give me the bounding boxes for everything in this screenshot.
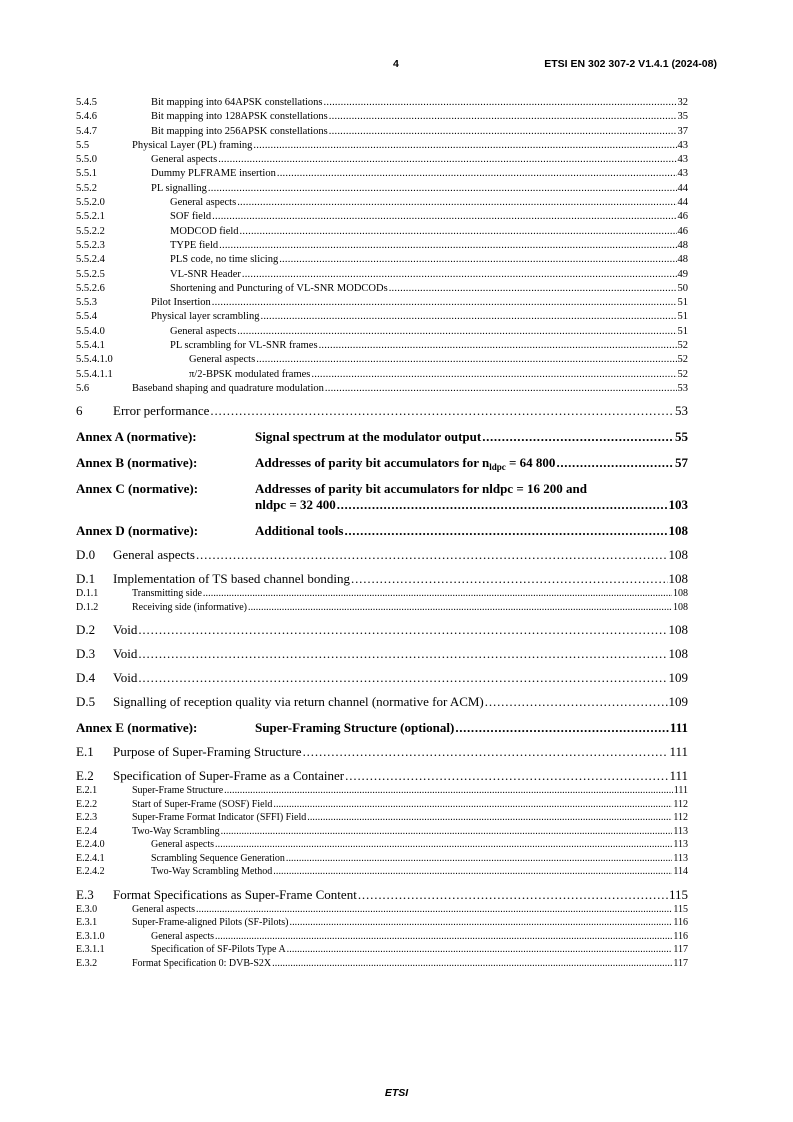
toc-page: 50 <box>677 282 688 294</box>
toc-title: Pilot Insertion <box>151 297 211 309</box>
toc-number: 5.5.2.0 <box>76 197 105 209</box>
toc-number: 5.5.2 <box>76 182 97 194</box>
toc-title: Signalling of reception quality via return channel (normative for ACM) <box>113 694 484 710</box>
toc-title: Bit mapping into 256APSK constellations <box>151 125 328 137</box>
toc-title: Super-Frame-aligned Pilots (SF-Pilots) <box>132 917 289 929</box>
toc-section-e2 <box>76 784 688 879</box>
toc-number: 5.5.2.5 <box>76 268 105 280</box>
toc-number: E.2.4.1 <box>76 852 105 864</box>
toc-number: 5.5.4.0 <box>76 325 105 337</box>
annex-label: Annex E (normative): <box>76 720 198 736</box>
toc-page: 51 <box>677 325 688 337</box>
toc-entry-d0[interactable] <box>76 547 688 563</box>
toc-page: 112 <box>673 812 688 824</box>
toc-page: 46 <box>677 211 688 223</box>
toc-title: General aspects <box>170 197 237 209</box>
toc-entry[interactable] <box>76 268 688 282</box>
toc-number: D.1 <box>76 571 96 587</box>
toc-page: 51 <box>677 297 688 309</box>
toc-page: 52 <box>677 368 688 380</box>
toc-number: E.2.4 <box>76 825 98 837</box>
toc-title: General aspects <box>151 154 218 166</box>
toc-number: 5.5.2.4 <box>76 254 105 266</box>
toc-title: Baseband shaping and quadrature modulation <box>132 382 324 394</box>
toc-title: PL scrambling for VL-SNR frames <box>170 340 318 352</box>
toc-title: Purpose of Super-Framing Structure <box>113 744 302 760</box>
toc-entry-annex-d[interactable] <box>76 523 688 539</box>
toc-entry[interactable] <box>76 110 688 124</box>
toc-entry[interactable] <box>76 139 688 153</box>
toc-entry[interactable] <box>76 943 688 957</box>
toc-entry-e1[interactable] <box>76 744 688 760</box>
toc-title: Void <box>113 622 138 638</box>
toc-entry[interactable] <box>76 838 688 852</box>
toc-title: Start of Super-Frame (SOSF) Field <box>132 798 273 810</box>
annex-title: Addresses of parity bit accumulators for $n_{ldpc} = 64$ 800 <box>255 455 556 473</box>
toc-entry[interactable] <box>76 957 688 971</box>
toc-page: 108 <box>673 601 688 613</box>
toc-page: 111 <box>673 785 688 797</box>
annex-page: 111 <box>669 720 688 736</box>
toc-number: 6 <box>76 403 83 419</box>
toc-entry[interactable] <box>76 225 688 239</box>
toc-entry-d4[interactable] <box>76 670 688 686</box>
toc-title: Scrambling Sequence Generation <box>151 852 285 864</box>
toc-number: E.2.4.2 <box>76 866 105 878</box>
toc-page: 117 <box>673 944 688 956</box>
toc-number: E.3.1.0 <box>76 930 105 942</box>
toc-title: Implementation of TS based channel bonding <box>113 571 350 587</box>
toc-page: 111 <box>669 768 688 784</box>
toc-entry-e3[interactable] <box>76 887 688 903</box>
toc-page: 109 <box>668 694 688 710</box>
toc-title: SOF field <box>170 211 212 223</box>
toc-page: 113 <box>673 825 688 837</box>
toc-title: PLS code, no time slicing <box>170 254 279 266</box>
toc-page: 116 <box>673 917 688 929</box>
toc-title: VL-SNR Header <box>170 268 241 280</box>
toc-page: 43 <box>677 154 688 166</box>
toc-title: TYPE field <box>170 239 219 251</box>
toc-page: 114 <box>673 866 688 878</box>
annex-title-line1: Addresses of parity bit accumulators for nldpc = 16 200 and <box>255 481 587 497</box>
toc-entry[interactable] <box>76 182 688 196</box>
table-of-contents <box>76 96 688 970</box>
toc-title: Transmitting side <box>132 588 202 600</box>
annex-title: Additional tools <box>255 523 344 539</box>
toc-number: E.2.4.0 <box>76 839 105 851</box>
toc-title: MODCOD field <box>170 225 239 237</box>
toc-title: General aspects <box>189 354 256 366</box>
toc-number: E.2.2 <box>76 798 98 810</box>
toc-page: 113 <box>673 852 688 864</box>
document-id: ETSI EN 302 307-2 V1.4.1 (2024-08) <box>544 58 717 70</box>
toc-page: 32 <box>677 97 688 108</box>
annex-title-line2: nldpc = 32 400 <box>255 497 336 513</box>
toc-number: E.3.0 <box>76 903 98 915</box>
toc-page: 48 <box>677 254 688 266</box>
toc-entry[interactable] <box>76 368 688 382</box>
toc-title: Specification of SF-Pilots Type A <box>151 944 286 956</box>
toc-page: 111 <box>669 744 688 760</box>
toc-entry[interactable] <box>76 930 688 944</box>
toc-number: D.0 <box>76 547 96 563</box>
toc-number: D.2 <box>76 622 96 638</box>
toc-number: 5.5.3 <box>76 297 97 309</box>
annex-label: Annex A (normative): <box>76 429 197 445</box>
toc-section-5 <box>76 96 688 396</box>
toc-number: 5.4.6 <box>76 111 97 123</box>
annex-page: 55 <box>675 429 688 445</box>
toc-number: D.1.1 <box>76 588 99 600</box>
toc-number: D.4 <box>76 670 96 686</box>
toc-number: 5.5.4.1 <box>76 340 105 352</box>
toc-page: 52 <box>677 340 688 352</box>
toc-entry[interactable] <box>76 825 688 839</box>
toc-number: E.2.3 <box>76 812 98 824</box>
toc-number: 5.5.4.1.0 <box>76 354 113 366</box>
toc-entry[interactable] <box>76 353 688 367</box>
toc-page: 44 <box>677 182 688 194</box>
toc-page: 46 <box>677 225 688 237</box>
annex-page: 103 <box>668 497 688 513</box>
toc-page: 43 <box>677 168 688 180</box>
toc-page: 109 <box>668 670 688 686</box>
toc-page: 44 <box>677 197 688 209</box>
toc-title: Format Specification 0: DVB-S2X <box>132 957 272 969</box>
toc-number: 5.4.5 <box>76 97 97 108</box>
toc-title: PL signalling <box>151 182 207 194</box>
toc-number: 5.6 <box>76 382 90 394</box>
toc-entry[interactable] <box>76 296 688 310</box>
toc-title: Two-Way Scrambling <box>132 825 220 837</box>
page-number: 4 <box>393 58 399 70</box>
toc-entry[interactable] <box>76 382 688 396</box>
toc-title: General aspects <box>113 547 195 563</box>
toc-entry[interactable] <box>76 210 688 224</box>
toc-number: E.3.2 <box>76 957 98 969</box>
toc-number: E.2 <box>76 768 94 784</box>
toc-title: Bit mapping into 128APSK constellations <box>151 111 328 123</box>
toc-entry-d3[interactable] <box>76 646 688 662</box>
toc-section-e3 <box>76 903 688 971</box>
toc-title: General aspects <box>170 325 237 337</box>
toc-entry-annex-a[interactable] <box>76 429 688 445</box>
toc-number: 5.5 <box>76 139 90 151</box>
toc-entry[interactable] <box>76 96 688 110</box>
toc-title: Receiving side (informative) <box>132 601 247 613</box>
toc-title: π/2-BPSK modulated frames <box>189 368 311 380</box>
toc-page: 52 <box>677 354 688 366</box>
toc-entry[interactable] <box>76 153 688 167</box>
toc-title: General aspects <box>132 903 196 915</box>
toc-page: 48 <box>677 239 688 251</box>
toc-page: 116 <box>673 930 688 942</box>
toc-entry[interactable] <box>76 239 688 253</box>
toc-number: E.3.1 <box>76 917 98 929</box>
toc-number: 5.5.2.1 <box>76 211 105 223</box>
toc-page: 115 <box>668 886 688 902</box>
toc-page: 37 <box>677 125 688 137</box>
toc-title: Void <box>113 646 138 662</box>
toc-page: 53 <box>677 382 688 394</box>
annex-title: Signal spectrum at the modulator output <box>255 429 482 445</box>
toc-entry[interactable] <box>76 916 688 930</box>
toc-title: General aspects <box>151 839 215 851</box>
toc-entry-annex-e[interactable] <box>76 720 688 736</box>
toc-number: D.5 <box>76 694 96 710</box>
toc-title: Error performance <box>113 403 210 419</box>
toc-title: General aspects <box>151 930 215 942</box>
annex-page: 108 <box>668 523 688 539</box>
toc-page: 53 <box>675 403 688 419</box>
toc-title: Void <box>113 670 138 686</box>
toc-entry[interactable] <box>76 903 688 917</box>
footer-etsi: ETSI <box>384 1087 409 1099</box>
toc-entry[interactable] <box>76 865 688 879</box>
toc-title: Dummy PLFRAME insertion <box>151 168 276 180</box>
toc-entry[interactable] <box>76 310 688 324</box>
toc-entry-d5[interactable] <box>76 694 688 710</box>
toc-number: 5.4.7 <box>76 125 97 137</box>
toc-entry[interactable] <box>76 852 688 866</box>
toc-title: Shortening and Puncturing of VL-SNR MODCODs <box>170 282 388 294</box>
toc-title: Bit mapping into 64APSK constellations <box>151 97 323 108</box>
toc-number: 5.5.0 <box>76 154 97 166</box>
toc-number: E.3.1.1 <box>76 944 105 956</box>
toc-number: 5.5.1 <box>76 168 97 180</box>
toc-entry-annex-c[interactable] <box>76 481 688 513</box>
toc-page: 49 <box>677 268 688 280</box>
toc-page: 113 <box>673 839 688 851</box>
toc-title: Format Specifications as Super-Frame Content <box>113 886 357 902</box>
toc-title: Super-Frame Format Indicator (SFFI) Field <box>132 812 307 824</box>
toc-number: E.3 <box>76 886 94 902</box>
toc-number: E.2.1 <box>76 785 98 797</box>
toc-entry[interactable] <box>76 196 688 210</box>
toc-entry-d12[interactable] <box>76 601 688 615</box>
toc-page: 43 <box>677 139 688 151</box>
toc-number: 5.5.2.2 <box>76 225 105 237</box>
toc-page: 108 <box>668 622 688 638</box>
toc-page: 108 <box>673 588 688 600</box>
annex-label: Annex D (normative): <box>76 523 199 539</box>
toc-entry[interactable] <box>76 125 688 139</box>
toc-number: 5.5.2.3 <box>76 239 105 251</box>
toc-entry-d11[interactable] <box>76 587 688 601</box>
toc-number: D.1.2 <box>76 601 99 613</box>
toc-entry[interactable] <box>76 784 688 798</box>
toc-entry[interactable] <box>76 325 688 339</box>
toc-page: 108 <box>668 547 688 563</box>
annex-page: 57 <box>675 455 688 471</box>
toc-page: 108 <box>668 646 688 662</box>
toc-title: Physical Layer (PL) framing <box>132 139 253 151</box>
toc-entry-e2[interactable] <box>76 768 688 784</box>
toc-page: 115 <box>673 903 688 915</box>
toc-entry-clause-6[interactable] <box>76 403 688 419</box>
toc-number: 5.5.4.1.1 <box>76 368 113 380</box>
toc-number: E.1 <box>76 744 94 760</box>
toc-entry[interactable] <box>76 167 688 181</box>
toc-page: 51 <box>677 311 688 323</box>
toc-entry[interactable] <box>76 811 688 825</box>
toc-page: 117 <box>673 957 688 969</box>
annex-label: Annex B (normative): <box>76 455 198 471</box>
toc-title: Specification of Super-Frame as a Container <box>113 768 345 784</box>
toc-number: 5.5.2.6 <box>76 282 105 294</box>
annex-title: Super-Framing Structure (optional) <box>255 720 455 736</box>
toc-entry-annex-b[interactable] <box>76 455 688 471</box>
toc-page: 112 <box>673 798 688 810</box>
toc-title: Super-Frame Structure <box>132 785 224 797</box>
annex-label: Annex C (normative): <box>76 481 199 497</box>
toc-entry[interactable] <box>76 339 688 353</box>
toc-number: 5.5.4 <box>76 311 97 323</box>
toc-page: 108 <box>668 571 688 587</box>
toc-number: D.3 <box>76 646 96 662</box>
toc-title: Physical layer scrambling <box>151 311 260 323</box>
toc-entry-d1[interactable] <box>76 571 688 587</box>
toc-entry-d2[interactable] <box>76 622 688 638</box>
toc-title: Two-Way Scrambling Method <box>151 866 273 878</box>
toc-entry[interactable] <box>76 798 688 812</box>
toc-entry[interactable] <box>76 282 688 296</box>
toc-entry[interactable] <box>76 253 688 267</box>
toc-page: 35 <box>677 111 688 123</box>
